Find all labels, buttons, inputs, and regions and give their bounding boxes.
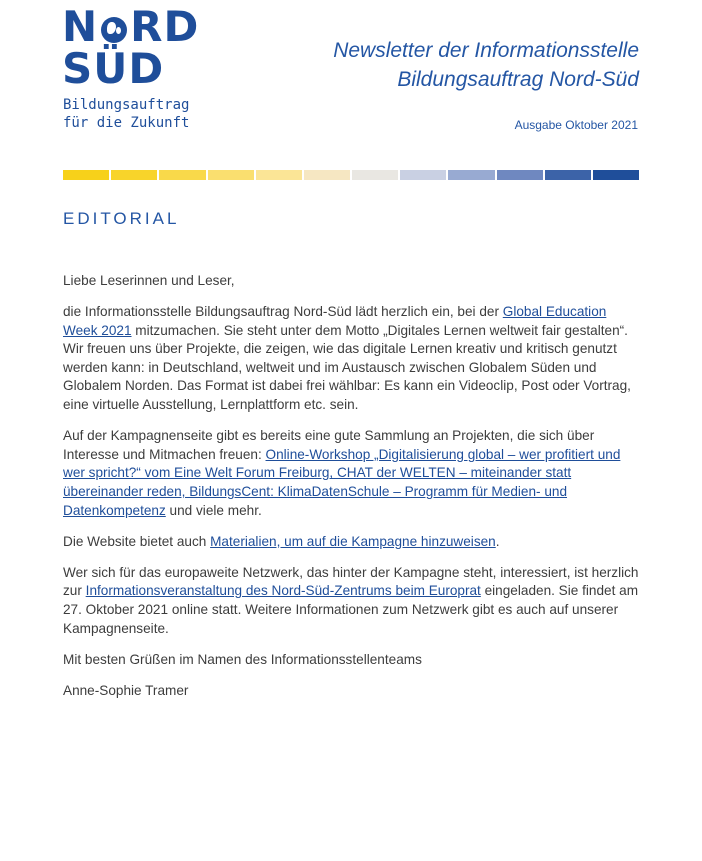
greeting: Liebe Leserinnen und Leser,: [63, 273, 235, 288]
closing: Mit besten Grüßen im Namen des Informationsstellenteams: [63, 651, 422, 667]
paragraph-3: [63, 533, 643, 552]
paragraph-3-text-a: Die Website bietet auch: [63, 533, 211, 549]
issue-date: Ausgabe Oktober 2021: [514, 118, 638, 132]
projects-link[interactable]: Online-Workshop „Digitalisierung global – wer profitiert und wer spricht?“ vom Eine Welt Forum Freiburg, CHAT der WELTEN – miteinander statt übereinander reden, BildungsCent: KlimaDatenSchule – Programm für Medien- und Datenkompetenz: [63, 446, 621, 518]
globe-icon: [101, 17, 127, 43]
paragraph-4-text-a: Wer sich für das europaweite Netzwerk, das hinter der Kampagne steht, interessiert, ist herzlich zur: [63, 564, 639, 599]
nord-sued-logo: [62, 2, 200, 132]
logo-rd: RD: [130, 2, 200, 51]
newsletter-title-line-1: Newsletter der Informationsstelle: [333, 39, 639, 62]
logo-sued-text: SÜD: [62, 44, 165, 93]
paragraph-4: [63, 564, 643, 638]
stripe-segment-5: [256, 170, 302, 180]
stripe-segment-2: [111, 170, 157, 180]
paragraph-2-text-a: Auf der Kampagnenseite gibt es bereits eine gute Sammlung an Projekten, die sich über Interesse und Mitmachen freuen:: [63, 428, 595, 462]
stripe-segment-4: [208, 170, 254, 180]
stripe-segment-11: [545, 170, 591, 180]
logo-nord-text: [62, 2, 200, 51]
paragraph-2: [63, 427, 643, 520]
stripe-segment-3: [159, 170, 205, 180]
paragraph-1-text-a: die Informationsstelle Bildungsauftrag Nord-Süd lädt herzlich ein, bei der: [63, 304, 503, 320]
newsletter-title-line-2: Bildungsauftrag Nord-Süd: [397, 68, 639, 91]
signature: Anne-Sophie Tramer: [63, 682, 189, 698]
stripe-segment-8: [400, 170, 446, 180]
paragraph-3-text-b: .: [495, 533, 500, 549]
logo-n: N: [62, 2, 99, 51]
color-gradient-stripe: [63, 170, 639, 180]
stripe-segment-7: [352, 170, 398, 180]
stripe-segment-1: [63, 170, 109, 180]
stripe-segment-10: [497, 170, 543, 180]
newsletter-title: [333, 36, 639, 94]
stripe-segment-9: [448, 170, 494, 180]
paragraph-1: [63, 303, 643, 415]
paragraph-4-text-b: eingeladen. Sie findet am 27. Oktober 2021 online statt. Weitere Informationen zum Netzwerk gibt es auch auf unserer Kampagnenseite.: [63, 583, 639, 636]
editorial-body: [63, 272, 643, 713]
section-heading: EDITORIAL: [63, 209, 180, 228]
logo-subline-1: Bildungsauftrag: [63, 97, 190, 113]
paragraph-1-text-b: mitzumachen. Sie steht unter dem Motto „Digitales Lernen weltweit fair gestalten“. Wir freuen uns über Projekte, die zeigen, wie das digitale Lernen kreativ und kritisch genutzt werden kann: in Deutschland, weltweit und im Austausch zwischen Globalem Süden und Globalem Norden. Das Format ist dabei frei wählbar: Es kann ein Videoclip, Post oder Vortrag, eine virtuelle Ausstellung, Lernplattform etc. sein.: [63, 322, 631, 413]
materials-link[interactable]: Materialien, um auf die Kampagne hinzuweisen: [210, 533, 496, 549]
global-education-week-link[interactable]: Global Education Week 2021: [63, 304, 607, 338]
paragraph-2-text-b: und viele mehr.: [165, 502, 262, 518]
stripe-segment-6: [304, 170, 350, 180]
stripe-segment-12: [593, 170, 639, 180]
logo-subline-2: für die Zukunft: [63, 115, 190, 131]
info-event-link[interactable]: Informationsveranstaltung des Nord-Süd-Zentrums beim Europrat: [85, 583, 481, 599]
